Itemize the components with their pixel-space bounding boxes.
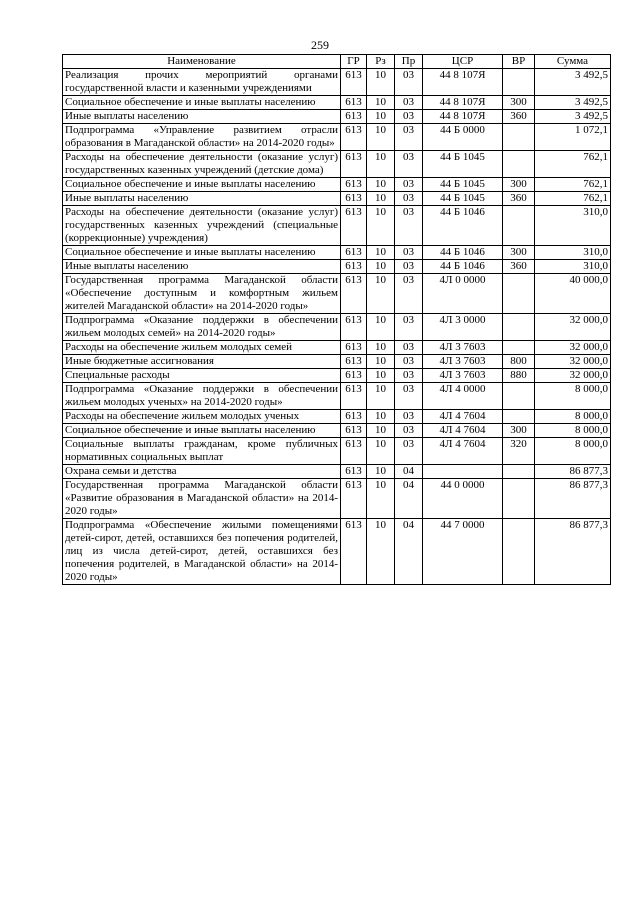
row-csr: 44 8 107Я [423, 96, 503, 110]
row-vr [503, 274, 535, 314]
row-vr: 360 [503, 192, 535, 206]
table-row [63, 519, 611, 585]
row-rz: 10 [367, 178, 395, 192]
row-gr: 613 [341, 124, 367, 151]
table-row [63, 178, 611, 192]
table-row [63, 369, 611, 383]
row-csr: 44 Б 1046 [423, 206, 503, 246]
table-row [63, 96, 611, 110]
row-gr: 613 [341, 69, 367, 96]
row-name: Иные выплаты населению [63, 260, 341, 274]
header-gr: ГР [341, 55, 367, 69]
row-vr: 300 [503, 424, 535, 438]
row-sum: 762,1 [535, 192, 611, 206]
row-gr: 613 [341, 383, 367, 410]
row-rz: 10 [367, 383, 395, 410]
row-rz: 10 [367, 96, 395, 110]
row-sum: 3 492,5 [535, 96, 611, 110]
row-csr: 4Л 3 7603 [423, 369, 503, 383]
row-name: Социальные выплаты гражданам, кроме публичных нормативных социальных выплат [63, 438, 341, 465]
row-pr: 03 [395, 274, 423, 314]
row-name: Социальное обеспечение и иные выплаты населению [63, 178, 341, 192]
row-pr: 03 [395, 355, 423, 369]
row-csr: 4Л 4 7604 [423, 410, 503, 424]
row-name: Специальные расходы [63, 369, 341, 383]
row-rz: 10 [367, 260, 395, 274]
row-gr: 613 [341, 369, 367, 383]
row-pr: 03 [395, 206, 423, 246]
row-csr [423, 465, 503, 479]
row-name: Иные бюджетные ассигнования [63, 355, 341, 369]
table-row [63, 424, 611, 438]
row-sum: 8 000,0 [535, 410, 611, 424]
row-sum: 86 877,3 [535, 465, 611, 479]
row-gr: 613 [341, 178, 367, 192]
row-gr: 613 [341, 206, 367, 246]
row-name: Расходы на обеспечение деятельности (оказание услуг) государственных казенных учреждений (детские дома) [63, 151, 341, 178]
row-vr: 300 [503, 96, 535, 110]
row-csr: 44 Б 1045 [423, 151, 503, 178]
row-rz: 10 [367, 465, 395, 479]
row-pr: 03 [395, 410, 423, 424]
row-rz: 10 [367, 192, 395, 206]
row-pr: 03 [395, 383, 423, 410]
header-row [63, 55, 611, 69]
row-name: Охрана семьи и детства [63, 465, 341, 479]
row-vr [503, 341, 535, 355]
row-rz: 10 [367, 110, 395, 124]
row-pr: 04 [395, 519, 423, 585]
row-csr: 44 8 107Я [423, 110, 503, 124]
row-gr: 613 [341, 355, 367, 369]
table-row [63, 341, 611, 355]
row-pr: 03 [395, 314, 423, 341]
row-sum: 8 000,0 [535, 424, 611, 438]
row-vr: 360 [503, 110, 535, 124]
row-vr [503, 383, 535, 410]
row-sum: 762,1 [535, 178, 611, 192]
row-vr [503, 465, 535, 479]
row-vr [503, 519, 535, 585]
row-sum: 8 000,0 [535, 383, 611, 410]
row-vr [503, 410, 535, 424]
table-row [63, 192, 611, 206]
row-gr: 613 [341, 465, 367, 479]
row-rz: 10 [367, 355, 395, 369]
row-csr: 44 0 0000 [423, 479, 503, 519]
row-name: Социальное обеспечение и иные выплаты населению [63, 424, 341, 438]
table-row [63, 383, 611, 410]
row-name: Государственная программа Магаданской области «Обеспечение доступным и комфортным жильем жителей Магаданской области» на 2014-2020 годы» [63, 274, 341, 314]
table-row [63, 479, 611, 519]
table-row [63, 314, 611, 341]
row-vr [503, 479, 535, 519]
row-gr: 613 [341, 479, 367, 519]
row-rz: 10 [367, 438, 395, 465]
row-csr: 4Л 4 7604 [423, 438, 503, 465]
row-sum: 3 492,5 [535, 110, 611, 124]
row-csr: 4Л 4 0000 [423, 383, 503, 410]
row-csr: 44 Б 1046 [423, 260, 503, 274]
row-pr: 03 [395, 151, 423, 178]
row-sum: 40 000,0 [535, 274, 611, 314]
row-vr [503, 69, 535, 96]
row-csr: 4Л 3 7603 [423, 341, 503, 355]
row-name: Подпрограмма «Оказание поддержки в обеспечении жильем молодых ученых» на 2014-2020 годы» [63, 383, 341, 410]
table-row [63, 110, 611, 124]
row-sum: 86 877,3 [535, 479, 611, 519]
row-sum: 3 492,5 [535, 69, 611, 96]
table-row [63, 438, 611, 465]
row-gr: 613 [341, 314, 367, 341]
row-pr: 03 [395, 192, 423, 206]
row-name: Социальное обеспечение и иные выплаты населению [63, 96, 341, 110]
row-rz: 10 [367, 410, 395, 424]
row-pr: 03 [395, 69, 423, 96]
row-vr: 320 [503, 438, 535, 465]
row-pr: 03 [395, 369, 423, 383]
row-name: Подпрограмма «Обеспечение жилыми помещениями детей-сирот, детей, оставшихся без попечения родителей, лиц из числа детей-сирот, детей, оставшихся без попечения родителей, в Магаданской области» на 2014-2020 годы» [63, 519, 341, 585]
row-rz: 10 [367, 314, 395, 341]
row-name: Иные выплаты населению [63, 192, 341, 206]
row-csr: 4Л 0 0000 [423, 274, 503, 314]
row-csr: 44 8 107Я [423, 69, 503, 96]
row-vr: 880 [503, 369, 535, 383]
row-sum: 310,0 [535, 246, 611, 260]
table-row [63, 69, 611, 96]
row-rz: 10 [367, 341, 395, 355]
table-row [63, 206, 611, 246]
row-name: Государственная программа Магаданской области «Развитие образования в Магаданской области» на 2014-2020 годы» [63, 479, 341, 519]
row-name: Социальное обеспечение и иные выплаты населению [63, 246, 341, 260]
row-rz: 10 [367, 246, 395, 260]
row-gr: 613 [341, 438, 367, 465]
row-gr: 613 [341, 410, 367, 424]
header-sum: Сумма [535, 55, 611, 69]
row-csr: 4Л 3 7603 [423, 355, 503, 369]
row-name: Подпрограмма «Оказание поддержки в обеспечении жильем молодых семей» на 2014-2020 годы» [63, 314, 341, 341]
table-row [63, 151, 611, 178]
row-pr: 03 [395, 424, 423, 438]
table-row [63, 355, 611, 369]
row-gr: 613 [341, 519, 367, 585]
row-rz: 10 [367, 519, 395, 585]
row-pr: 03 [395, 178, 423, 192]
row-csr: 44 Б 1045 [423, 192, 503, 206]
row-sum: 310,0 [535, 260, 611, 274]
table-body [63, 69, 611, 585]
row-sum: 32 000,0 [535, 341, 611, 355]
row-sum: 32 000,0 [535, 314, 611, 341]
header-name: Наименование [63, 55, 341, 69]
row-vr [503, 206, 535, 246]
row-name: Расходы на обеспечение жильем молодых семей [63, 341, 341, 355]
row-sum: 32 000,0 [535, 369, 611, 383]
row-gr: 613 [341, 424, 367, 438]
row-rz: 10 [367, 369, 395, 383]
row-name: Подпрограмма «Управление развитием отрасли образования в Магаданской области» на 2014-2020 годы» [63, 124, 341, 151]
table-row [63, 260, 611, 274]
row-vr [503, 151, 535, 178]
row-pr: 03 [395, 260, 423, 274]
table-row [63, 410, 611, 424]
row-rz: 10 [367, 479, 395, 519]
row-vr: 360 [503, 260, 535, 274]
budget-table [62, 54, 611, 585]
row-name: Расходы на обеспечение жильем молодых ученых [63, 410, 341, 424]
row-gr: 613 [341, 96, 367, 110]
row-name: Реализация прочих мероприятий органами государственной власти и казенными учреждениями [63, 69, 341, 96]
row-pr: 04 [395, 479, 423, 519]
row-csr: 4Л 3 0000 [423, 314, 503, 341]
row-name: Иные выплаты населению [63, 110, 341, 124]
row-gr: 613 [341, 246, 367, 260]
row-pr: 03 [395, 110, 423, 124]
row-csr: 44 7 0000 [423, 519, 503, 585]
row-csr: 44 Б 0000 [423, 124, 503, 151]
row-gr: 613 [341, 151, 367, 178]
row-gr: 613 [341, 274, 367, 314]
row-rz: 10 [367, 206, 395, 246]
row-gr: 613 [341, 341, 367, 355]
row-name: Расходы на обеспечение деятельности (оказание услуг) государственных казенных учреждений (специальные (коррекционные) учреждения) [63, 206, 341, 246]
row-gr: 613 [341, 192, 367, 206]
row-csr: 44 Б 1045 [423, 178, 503, 192]
header-csr: ЦСР [423, 55, 503, 69]
row-vr: 300 [503, 178, 535, 192]
row-vr [503, 314, 535, 341]
table-row [63, 124, 611, 151]
row-vr: 300 [503, 246, 535, 260]
row-vr [503, 124, 535, 151]
header-rz: Рз [367, 55, 395, 69]
row-rz: 10 [367, 424, 395, 438]
row-pr: 04 [395, 465, 423, 479]
row-sum: 32 000,0 [535, 355, 611, 369]
table-row [63, 274, 611, 314]
row-sum: 762,1 [535, 151, 611, 178]
row-gr: 613 [341, 260, 367, 274]
row-vr: 800 [503, 355, 535, 369]
row-pr: 03 [395, 438, 423, 465]
row-rz: 10 [367, 274, 395, 314]
row-sum: 86 877,3 [535, 519, 611, 585]
row-rz: 10 [367, 69, 395, 96]
row-sum: 8 000,0 [535, 438, 611, 465]
row-pr: 03 [395, 96, 423, 110]
header-pr: Пр [395, 55, 423, 69]
table-row [63, 246, 611, 260]
row-rz: 10 [367, 124, 395, 151]
row-sum: 1 072,1 [535, 124, 611, 151]
row-pr: 03 [395, 246, 423, 260]
row-pr: 03 [395, 341, 423, 355]
row-sum: 310,0 [535, 206, 611, 246]
row-gr: 613 [341, 110, 367, 124]
table-row [63, 465, 611, 479]
row-csr: 4Л 4 7604 [423, 424, 503, 438]
row-csr: 44 Б 1046 [423, 246, 503, 260]
header-vr: ВР [503, 55, 535, 69]
page-number: 259 [311, 38, 329, 52]
row-pr: 03 [395, 124, 423, 151]
row-rz: 10 [367, 151, 395, 178]
